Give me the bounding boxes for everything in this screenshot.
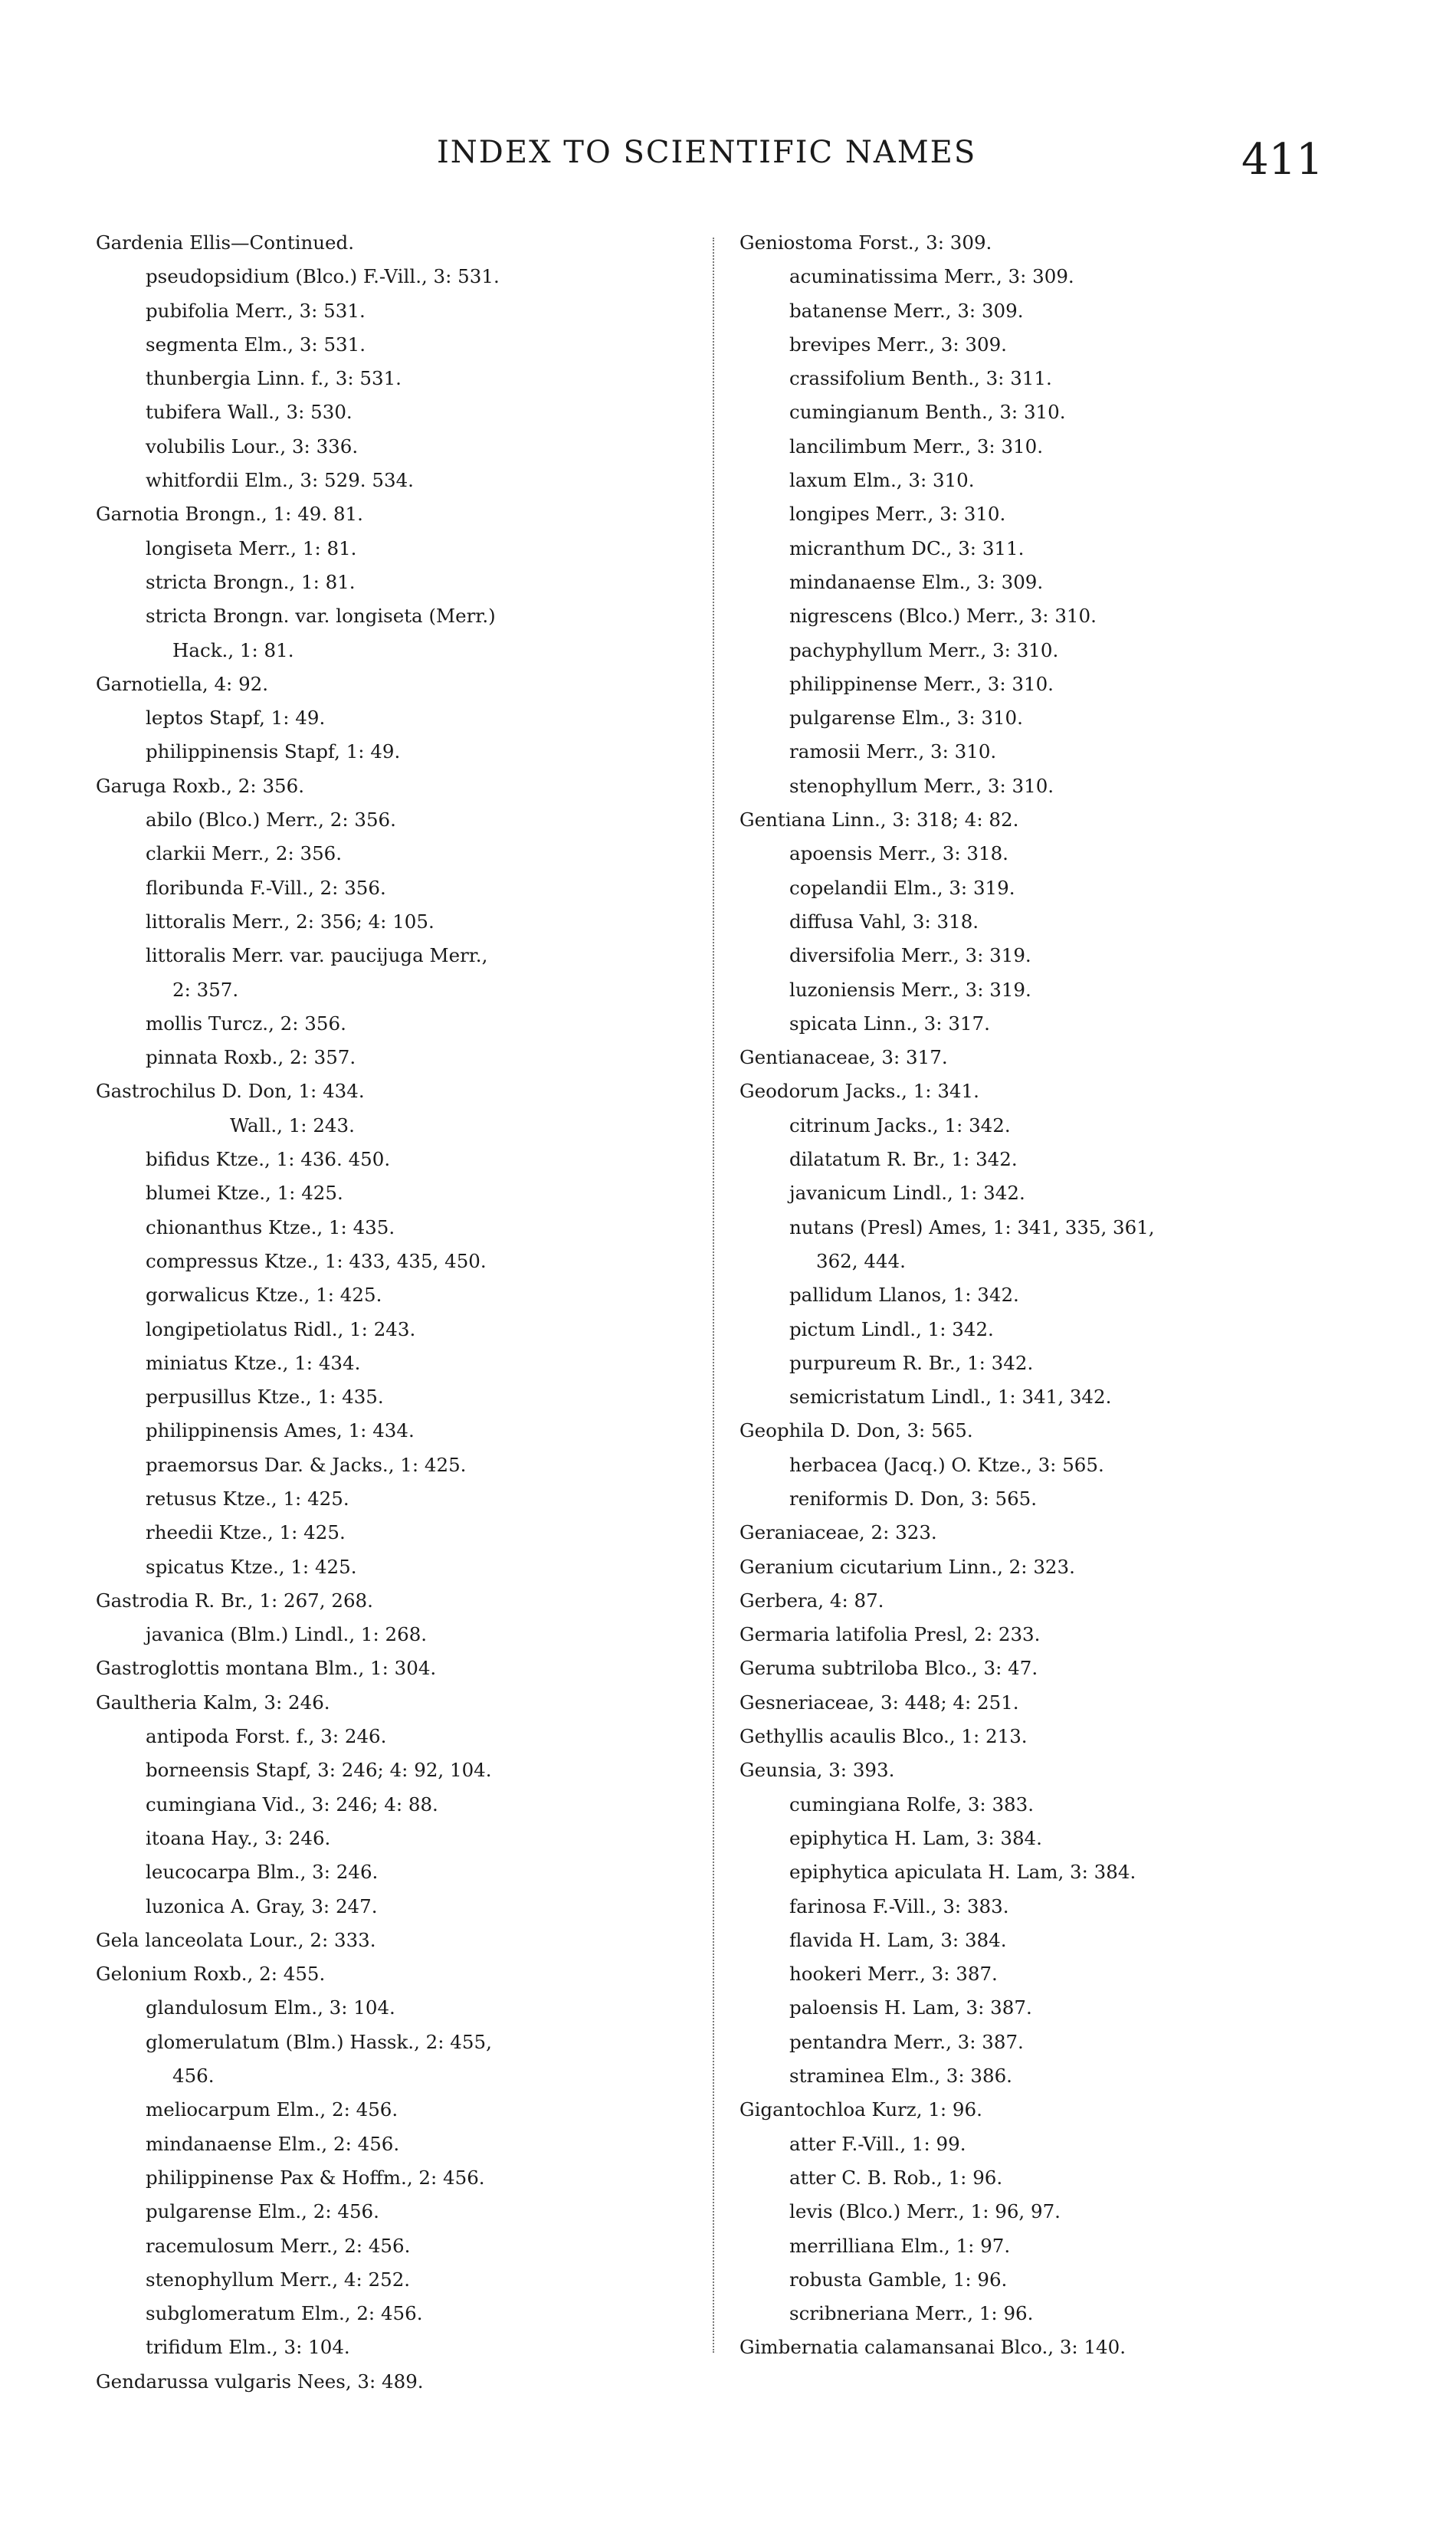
index-entry-species (739, 395, 1368, 429)
index-entry-text: ramosii Merr., 3: 310. (789, 740, 997, 763)
index-entry-species (96, 599, 709, 633)
index-entry-species (96, 566, 709, 599)
index-entry-genus (96, 1074, 709, 1108)
index-entry-genus (96, 1584, 709, 1618)
index-entry-text: Geunsia, 3: 393. (739, 1759, 895, 1782)
index-entry-text: pentandra Merr., 3: 387. (789, 2030, 1024, 2053)
index-entry-text: pachyphyllum Merr., 3: 310. (789, 638, 1059, 661)
index-entry-text: robusta Gamble, 1: 96. (789, 2268, 1008, 2291)
index-entry-text: pallidum Llanos, 1: 342. (789, 1284, 1019, 1307)
index-entry-species (96, 395, 709, 429)
index-entry-text: mollis Turcz., 2: 356. (146, 1012, 346, 1035)
index-entry-text: Gelonium Roxb., 2: 455. (96, 1963, 326, 1986)
index-entry-genus (739, 1414, 1368, 1448)
index-entry-species (96, 1347, 709, 1380)
index-entry-species (739, 2229, 1368, 2263)
page-number: 411 (1241, 135, 1323, 185)
index-entry-text: pulgarense Elm., 2: 456. (146, 2200, 379, 2223)
index-entry-text: rheedii Ktze., 1: 425. (146, 1521, 346, 1544)
index-entry-species (739, 497, 1368, 531)
index-entry-species (96, 430, 709, 464)
index-entry-text: atter F.-Vill., 1: 99. (789, 2132, 966, 2155)
index-entry-text: nutans (Presl) Ames, 1: 341, 335, 361, (789, 1215, 1155, 1238)
index-entry-text: borneensis Stapf, 3: 246; 4: 92, 104. (146, 1759, 492, 1782)
index-entry-species (739, 973, 1368, 1007)
index-entry-text: hookeri Merr., 3: 387. (789, 1963, 998, 1986)
index-entry-text: cumingiana Vid., 3: 246; 4: 88. (146, 1793, 438, 1816)
index-entry-species (96, 1380, 709, 1414)
index-entry-species (739, 328, 1368, 362)
index-entry-text: acuminatissima Merr., 3: 309. (789, 265, 1074, 288)
index-entry-text: Hack., 1: 81. (172, 638, 294, 661)
index-entry-text: whitfordii Elm., 3: 529. 534. (146, 469, 414, 492)
index-entry-text: nigrescens (Blco.) Merr., 3: 310. (789, 605, 1097, 628)
index-entry-text: Gimbernatia calamansanai Blco., 3: 140. (739, 2336, 1126, 2359)
index-entry-text: praemorsus Dar. & Jacks., 1: 425. (146, 1453, 467, 1476)
index-entry-text: clarkii Merr., 2: 356. (146, 842, 343, 865)
index-entry-text: cumingianum Benth., 3: 310. (789, 401, 1066, 424)
index-entry-text: spicatus Ktze., 1: 425. (146, 1555, 357, 1578)
index-entry-text: farinosa F.-Vill., 3: 383. (789, 1894, 1009, 1917)
index-entry-genus (739, 1074, 1368, 1108)
index-entry-genus (739, 1041, 1368, 1074)
index-entry-genus (96, 1924, 709, 1957)
index-entry-text: Gerbera, 4: 87. (739, 1589, 884, 1612)
index-entry-species (96, 1753, 709, 1787)
index-entry-species (739, 905, 1368, 939)
index-entry-species (739, 260, 1368, 294)
index-entry-text: littoralis Merr. var. paucijuga Merr., (146, 944, 488, 967)
index-entry-species (96, 1313, 709, 1347)
index-entry-genus (739, 1753, 1368, 1787)
index-entry-text: straminea Elm., 3: 386. (789, 2065, 1012, 2088)
index-entry-text: thunbergia Linn. f., 3: 531. (146, 367, 402, 390)
index-entry-species (739, 837, 1368, 871)
index-entry-text: gorwalicus Ktze., 1: 425. (146, 1284, 382, 1307)
index-entry-species (96, 803, 709, 837)
index-entry-text: Gaultheria Kalm, 3: 246. (96, 1691, 330, 1714)
index-entry-text: micranthum DC., 3: 311. (789, 536, 1025, 559)
index-entry-species (739, 2297, 1368, 2331)
index-entry-species (96, 464, 709, 497)
index-entry-genus (739, 1686, 1368, 1720)
index-entry-genus (739, 1618, 1368, 1652)
index-entry-text: itoana Hay., 3: 246. (146, 1826, 331, 1849)
index-entry-genus (739, 1720, 1368, 1753)
index-entry-text: javanicum Lindl., 1: 342. (789, 1182, 1025, 1205)
index-entry-text: Garnotiella, 4: 92. (96, 672, 269, 695)
index-entry-species (96, 2161, 709, 2195)
index-entry-text: retusus Ktze., 1: 425. (146, 1487, 349, 1510)
index-entry-genus (739, 1584, 1368, 1618)
index-entry-genus (96, 2365, 709, 2399)
index-entry-species (96, 1788, 709, 1822)
index-entry-species (739, 668, 1368, 701)
index-entry-species (739, 430, 1368, 464)
index-entry-species (739, 1380, 1368, 1414)
index-entry-species (96, 837, 709, 871)
index-entry-species (739, 1788, 1368, 1822)
index-entry-text: apoensis Merr., 3: 318. (789, 842, 1008, 865)
index-entry-genus (96, 1957, 709, 1991)
index-entry-text: Geranium cicutarium Linn., 2: 323. (739, 1555, 1075, 1578)
index-entry-species (739, 1176, 1368, 1210)
column-divider (713, 238, 714, 2353)
index-entry-text: Geruma subtriloba Blco., 3: 47. (739, 1657, 1038, 1680)
index-entry-species (96, 701, 709, 735)
index-entry-species (96, 1176, 709, 1210)
index-entry-text: Geniostoma Forst., 3: 309. (739, 231, 992, 254)
index-entry-genus (739, 1516, 1368, 1550)
index-entry-text: pseudopsidium (Blco.) F.-Vill., 3: 531. (146, 265, 500, 288)
index-entry-species (96, 1822, 709, 1855)
index-entry-species (96, 2331, 709, 2364)
index-entry-text: cumingiana Rolfe, 3: 383. (789, 1793, 1035, 1816)
index-entry-species (96, 260, 709, 294)
index-entry-genus (739, 2331, 1368, 2364)
index-entry-text: Geraniaceae, 2: 323. (739, 1521, 937, 1544)
index-entry-species (96, 362, 709, 395)
index-entry-text: spicata Linn., 3: 317. (789, 1012, 990, 1035)
index-entry-species (96, 1414, 709, 1448)
index-entry-text: leptos Stapf, 1: 49. (146, 707, 326, 730)
index-entry-genus (96, 769, 709, 803)
index-entry-text: pictum Lindl., 1: 342. (789, 1317, 994, 1340)
index-entry-text: stricta Brongn. var. longiseta (Merr.) (146, 605, 496, 628)
index-entry-species (96, 294, 709, 328)
index-entry-text: miniatus Ktze., 1: 434. (146, 1351, 361, 1374)
index-entry-species (739, 1991, 1368, 2025)
index-entry-text: herbacea (Jacq.) O. Ktze., 3: 565. (789, 1453, 1104, 1476)
index-entry-text: diversifolia Merr., 3: 319. (789, 944, 1031, 967)
index-entry-genus (96, 226, 709, 260)
index-entry-text: Gethyllis acaulis Blco., 1: 213. (739, 1725, 1028, 1748)
index-entry-species (739, 294, 1368, 328)
index-entry-species (96, 328, 709, 362)
index-entry-text: Gastroglottis montana Blm., 1: 304. (96, 1657, 437, 1680)
index-entry-species (739, 2263, 1368, 2297)
index-entry-species (739, 2127, 1368, 2161)
index-entry-species (96, 634, 709, 668)
index-entry-text: leucocarpa Blm., 3: 246. (146, 1861, 379, 1884)
index-entry-text: lancilimbum Merr., 3: 310. (789, 435, 1044, 458)
index-entry-species (739, 2025, 1368, 2059)
index-entry-species (739, 599, 1368, 633)
index-entry-text: chionanthus Ktze., 1: 435. (146, 1215, 395, 1238)
index-entry-species (96, 871, 709, 905)
index-entry-species (739, 1007, 1368, 1041)
index-entry-species (739, 464, 1368, 497)
index-entry-text: 2: 357. (172, 978, 239, 1001)
index-entry-text: laxum Elm., 3: 310. (789, 469, 975, 492)
index-entry-species (739, 2059, 1368, 2093)
index-entry-text: mindanaense Elm., 3: 309. (789, 570, 1044, 593)
index-entry-text: citrinum Jacks., 1: 342. (789, 1114, 1011, 1137)
index-entry-text: subglomeratum Elm., 2: 456. (146, 2302, 423, 2325)
index-entry-species (739, 871, 1368, 905)
index-column-left (96, 226, 709, 2399)
index-entry-species (96, 2093, 709, 2127)
index-entry-text: meliocarpum Elm., 2: 456. (146, 2098, 398, 2121)
index-entry-species (739, 1822, 1368, 1855)
index-entry-species (96, 1245, 709, 1278)
index-entry-text: stricta Brongn., 1: 81. (146, 570, 356, 593)
index-entry-text: Garuga Roxb., 2: 356. (96, 774, 304, 797)
index-entry-genus (739, 2093, 1368, 2127)
index-entry-species (96, 1448, 709, 1482)
index-entry-species (96, 939, 709, 973)
index-entry-species (739, 735, 1368, 769)
index-entry-text: Germaria latifolia Presl, 2: 233. (739, 1623, 1041, 1646)
index-entry-species (96, 1278, 709, 1312)
index-entry-species (739, 939, 1368, 973)
index-entry-species (739, 1347, 1368, 1380)
index-entry-text: 362, 444. (816, 1249, 906, 1272)
index-entry-text: longipes Merr., 3: 310. (789, 503, 1006, 526)
index-entry-species (96, 1041, 709, 1074)
index-entry-species (96, 2263, 709, 2297)
index-entry-text: perpusillus Ktze., 1: 435. (146, 1386, 384, 1409)
index-entry-species (96, 1720, 709, 1753)
index-entry-text: volubilis Lour., 3: 336. (146, 435, 359, 458)
index-entry-text: dilatatum R. Br., 1: 342. (789, 1148, 1018, 1171)
index-entry-species (739, 566, 1368, 599)
index-entry-text: philippinensis Stapf, 1: 49. (146, 740, 401, 763)
index-entry-species (739, 532, 1368, 566)
index-entry-text: Gela lanceolata Lour., 2: 333. (96, 1928, 376, 1951)
index-entry-text: Gentiana Linn., 3: 318; 4: 82. (739, 809, 1019, 832)
index-entry-text: Gardenia Ellis—Continued. (96, 231, 355, 254)
index-entry-species (739, 2195, 1368, 2229)
index-entry-text: luzoniensis Merr., 3: 319. (789, 978, 1031, 1001)
index-entry-text: brevipes Merr., 3: 309. (789, 333, 1007, 356)
index-entry-genus (96, 1686, 709, 1720)
index-entry-text: floribunda F.-Vill., 2: 356. (146, 876, 386, 899)
index-entry-genus (96, 497, 709, 531)
index-entry-species (96, 2127, 709, 2161)
index-entry-genus (739, 1652, 1368, 1685)
index-entry-species (739, 1890, 1368, 1924)
index-entry-text: pulgarense Elm., 3: 310. (789, 707, 1023, 730)
index-entry-text: abilo (Blco.) Merr., 2: 356. (146, 809, 396, 832)
index-entry-text: Wall., 1: 243. (230, 1114, 355, 1137)
index-entry-species (739, 769, 1368, 803)
index-entry-species (96, 735, 709, 769)
index-entry-text: mindanaense Elm., 2: 456. (146, 2132, 400, 2155)
index-entry-species (96, 2297, 709, 2331)
index-entry-text: bifidus Ktze., 1: 436. 450. (146, 1148, 391, 1171)
index-entry-text: glomerulatum (Blm.) Hassk., 2: 455, (146, 2030, 492, 2053)
index-entry-text: Gastrodia R. Br., 1: 267, 268. (96, 1589, 373, 1612)
index-entry-text: racemulosum Merr., 2: 456. (146, 2234, 411, 2257)
index-entry-genus (96, 668, 709, 701)
index-entry-species (739, 1448, 1368, 1482)
index-entry-text: Gendarussa vulgaris Nees, 3: 489. (96, 2370, 424, 2393)
index-entry-text: longiseta Merr., 1: 81. (146, 536, 357, 559)
index-entry-species (96, 1550, 709, 1584)
index-entry-species (96, 1890, 709, 1924)
index-entry-text: semicristatum Lindl., 1: 341, 342. (789, 1386, 1112, 1409)
index-entry-text: diffusa Vahl, 3: 318. (789, 910, 979, 933)
index-entry-text: scribneriana Merr., 1: 96. (789, 2302, 1034, 2325)
index-entry-text: javanica (Blm.) Lindl., 1: 268. (146, 1623, 428, 1646)
index-entry-text: Gesneriaceae, 3: 448; 4: 251. (739, 1691, 1019, 1714)
index-entry-text: littoralis Merr., 2: 356; 4: 105. (146, 910, 435, 933)
index-entry-text: Gigantochloa Kurz, 1: 96. (739, 2098, 982, 2121)
index-entry-species (96, 1007, 709, 1041)
index-entry-text: paloensis H. Lam, 3: 387. (789, 1996, 1032, 2019)
index-entry-species (96, 2195, 709, 2229)
index-entry-text: pinnata Roxb., 2: 357. (146, 1046, 356, 1069)
index-entry-text: glandulosum Elm., 3: 104. (146, 1996, 395, 2019)
index-entry-text: stenophyllum Merr., 3: 310. (789, 774, 1054, 797)
index-entry-text: philippinensis Ames, 1: 434. (146, 1419, 415, 1442)
index-entry-species (739, 1109, 1368, 1143)
index-entry-species (739, 1278, 1368, 1312)
index-entry-species (739, 1211, 1368, 1245)
index-entry-genus (739, 226, 1368, 260)
index-entry-text: Geodorum Jacks., 1: 341. (739, 1080, 979, 1103)
index-entry-species (96, 1109, 709, 1143)
index-entry-species (739, 2161, 1368, 2195)
index-entry-species (96, 1618, 709, 1652)
index-entry-text: luzonica A. Gray, 3: 247. (146, 1894, 378, 1917)
index-entry-species (96, 905, 709, 939)
index-entry-text: merrilliana Elm., 1: 97. (789, 2234, 1011, 2257)
index-entry-text: Garnotia Brongn., 1: 49. 81. (96, 503, 363, 526)
index-entry-text: stenophyllum Merr., 4: 252. (146, 2268, 411, 2291)
index-entry-text: philippinense Pax & Hoffm., 2: 456. (146, 2166, 485, 2189)
index-entry-text: longipetiolatus Ridl., 1: 243. (146, 1317, 416, 1340)
index-entry-text: copelandii Elm., 3: 319. (789, 876, 1015, 899)
index-entry-species (739, 1957, 1368, 1991)
index-entry-text: pubifolia Merr., 3: 531. (146, 299, 366, 322)
index-entry-species (96, 532, 709, 566)
index-entry-text: crassifolium Benth., 3: 311. (789, 367, 1052, 390)
index-entry-species (739, 634, 1368, 668)
index-entry-text: Gastrochilus D. Don, 1: 434. (96, 1080, 365, 1103)
index-entry-text: Gentianaceae, 3: 317. (739, 1046, 948, 1069)
index-entry-species (96, 973, 709, 1007)
index-entry-species (96, 1855, 709, 1889)
index-entry-text: atter C. B. Rob., 1: 96. (789, 2166, 1003, 2189)
index-entry-text: batanense Merr., 3: 309. (789, 299, 1024, 322)
index-entry-species (739, 1313, 1368, 1347)
index-entry-text: segmenta Elm., 3: 531. (146, 333, 366, 356)
index-entry-text: epiphytica apiculata H. Lam, 3: 384. (789, 1861, 1136, 1884)
index-entry-text: reniformis D. Don, 3: 565. (789, 1487, 1038, 1510)
index-entry-text: levis (Blco.) Merr., 1: 96, 97. (789, 2200, 1061, 2223)
index-entry-text: Geophila D. Don, 3: 565. (739, 1419, 973, 1442)
index-entry-species (739, 362, 1368, 395)
index-entry-species (739, 1924, 1368, 1957)
index-entry-species (739, 1143, 1368, 1176)
index-entry-species (96, 2025, 709, 2059)
index-entry-text: purpureum R. Br., 1: 342. (789, 1351, 1034, 1374)
index-entry-text: compressus Ktze., 1: 433, 435, 450. (146, 1249, 487, 1272)
index-entry-species (739, 1855, 1368, 1889)
index-entry-genus (739, 803, 1368, 837)
index-entry-species (96, 2059, 709, 2093)
index-entry-text: antipoda Forst. f., 3: 246. (146, 1725, 387, 1748)
index-entry-text: flavida H. Lam, 3: 384. (789, 1928, 1007, 1951)
index-entry-species (96, 1516, 709, 1550)
index-entry-species (739, 1245, 1368, 1278)
index-entry-text: 456. (172, 2065, 215, 2088)
index-entry-species (96, 1991, 709, 2025)
index-column-right (739, 226, 1368, 2365)
index-entry-text: tubifera Wall., 3: 530. (146, 401, 353, 424)
index-entry-text: trifidum Elm., 3: 104. (146, 2336, 350, 2359)
page-title: INDEX TO SCIENTIFIC NAMES (437, 135, 977, 170)
index-entry-species (96, 1482, 709, 1516)
index-entry-species (739, 1482, 1368, 1516)
index-entry-species (96, 1143, 709, 1176)
index-entry-text: philippinense Merr., 3: 310. (789, 672, 1054, 695)
index-entry-species (739, 701, 1368, 735)
index-entry-text: blumei Ktze., 1: 425. (146, 1182, 343, 1205)
index-entry-genus (739, 1550, 1368, 1584)
index-entry-genus (96, 1652, 709, 1685)
index-entry-species (96, 2229, 709, 2263)
index-entry-species (96, 1211, 709, 1245)
index-entry-text: epiphytica H. Lam, 3: 384. (789, 1826, 1042, 1849)
